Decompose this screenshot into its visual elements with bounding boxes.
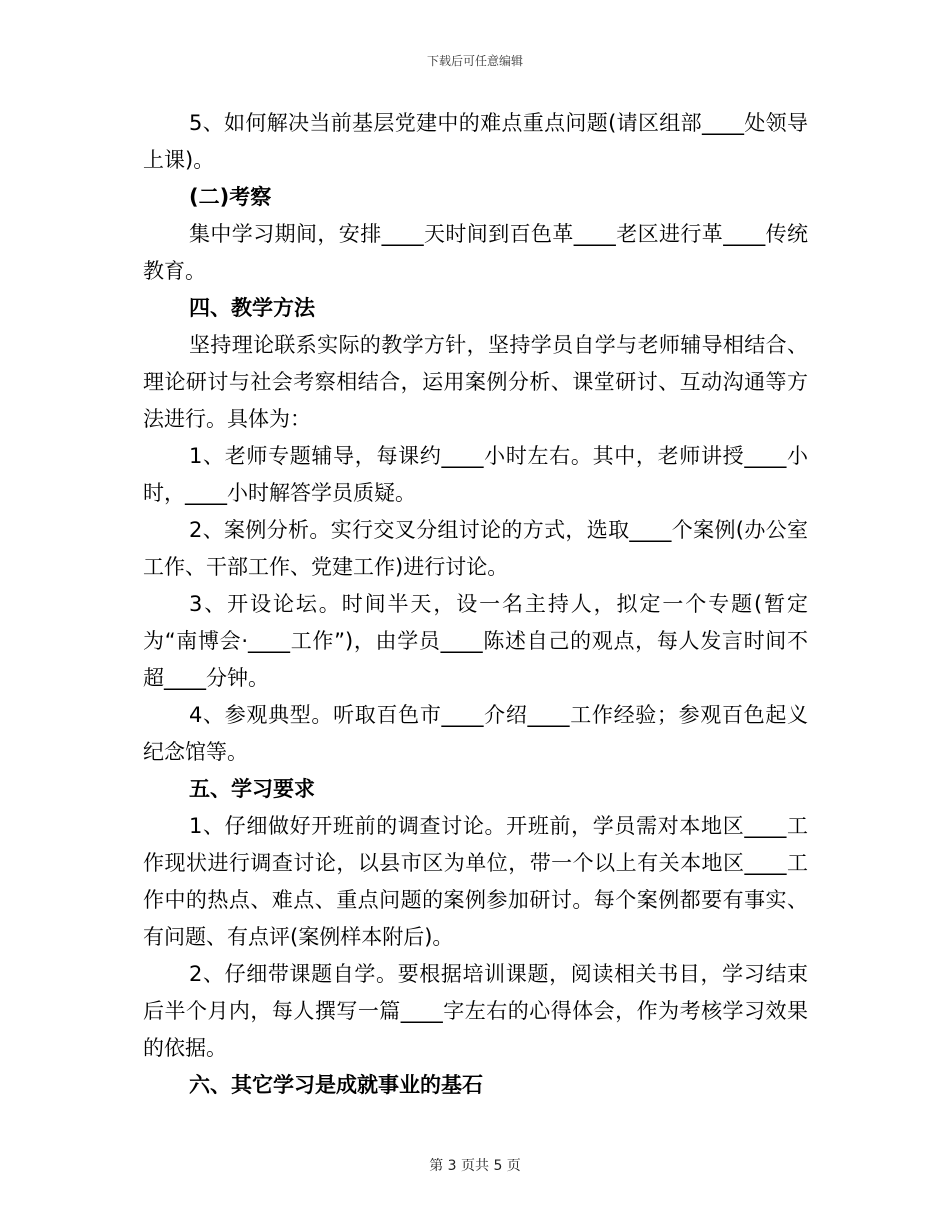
- paragraph: 坚持理论联系实际的教学方针，坚持学员自学与老师辅导相结合、理论研讨与社会考察相结合，运用案例分析、课堂研讨、互动沟通等方法进行。具体为：: [143, 333, 808, 431]
- section-heading: (二)考察: [189, 185, 272, 209]
- section-heading: 五、学习要求: [189, 777, 315, 801]
- paragraph: 3、开设论坛。时间半天，设一名主持人，拟定一个专题(暂定为“南博会·____工作”)，由学员____陈述自己的观点，每人发言时间不超____分钟。: [143, 592, 808, 690]
- paragraph: 2、案例分析。实行交叉分组讨论的方式，选取____个案例(办公室工作、干部工作、党建工作)进行讨论。: [143, 518, 808, 579]
- paragraph: 5、如何解决当前基层党建中的难点重点问题(请区组部____处领导上课)。: [143, 111, 808, 172]
- paragraph: 1、仔细做好开班前的调查讨论。开班前，学员需对本地区____工作现状进行调查讨论，以县市区为单位，带一个以上有关本地区____工作中的热点、难点、重点问题的案例参加研讨。每个案例都要有事实、有问题、有点评(案例样本附后)。: [143, 814, 808, 949]
- paragraph: 集中学习期间，安排____天时间到百色革____老区进行革____传统教育。: [143, 222, 808, 283]
- page-header: 下载后可任意编辑: [426, 54, 523, 68]
- paragraph: 4、参观典型。听取百色市____介绍____工作经验；参观百色起义纪念馆等。: [143, 703, 808, 764]
- section-heading: 六、其它学习是成就事业的基石: [189, 1073, 483, 1097]
- paragraph: 1、老师专题辅导，每课约____小时左右。其中，老师讲授____小时，____小时解答学员质疑。: [143, 444, 808, 505]
- paragraph: 2、仔细带课题自学。要根据培训课题，阅读相关书目，学习结束后半个月内，每人撰写一篇____字左右的心得体会，作为考核学习效果的依据。: [143, 962, 808, 1060]
- document-body: [143, 105, 808, 1104]
- page-number: 第 3 页共 5 页: [429, 1158, 521, 1174]
- section-heading: 四、教学方法: [189, 296, 315, 320]
